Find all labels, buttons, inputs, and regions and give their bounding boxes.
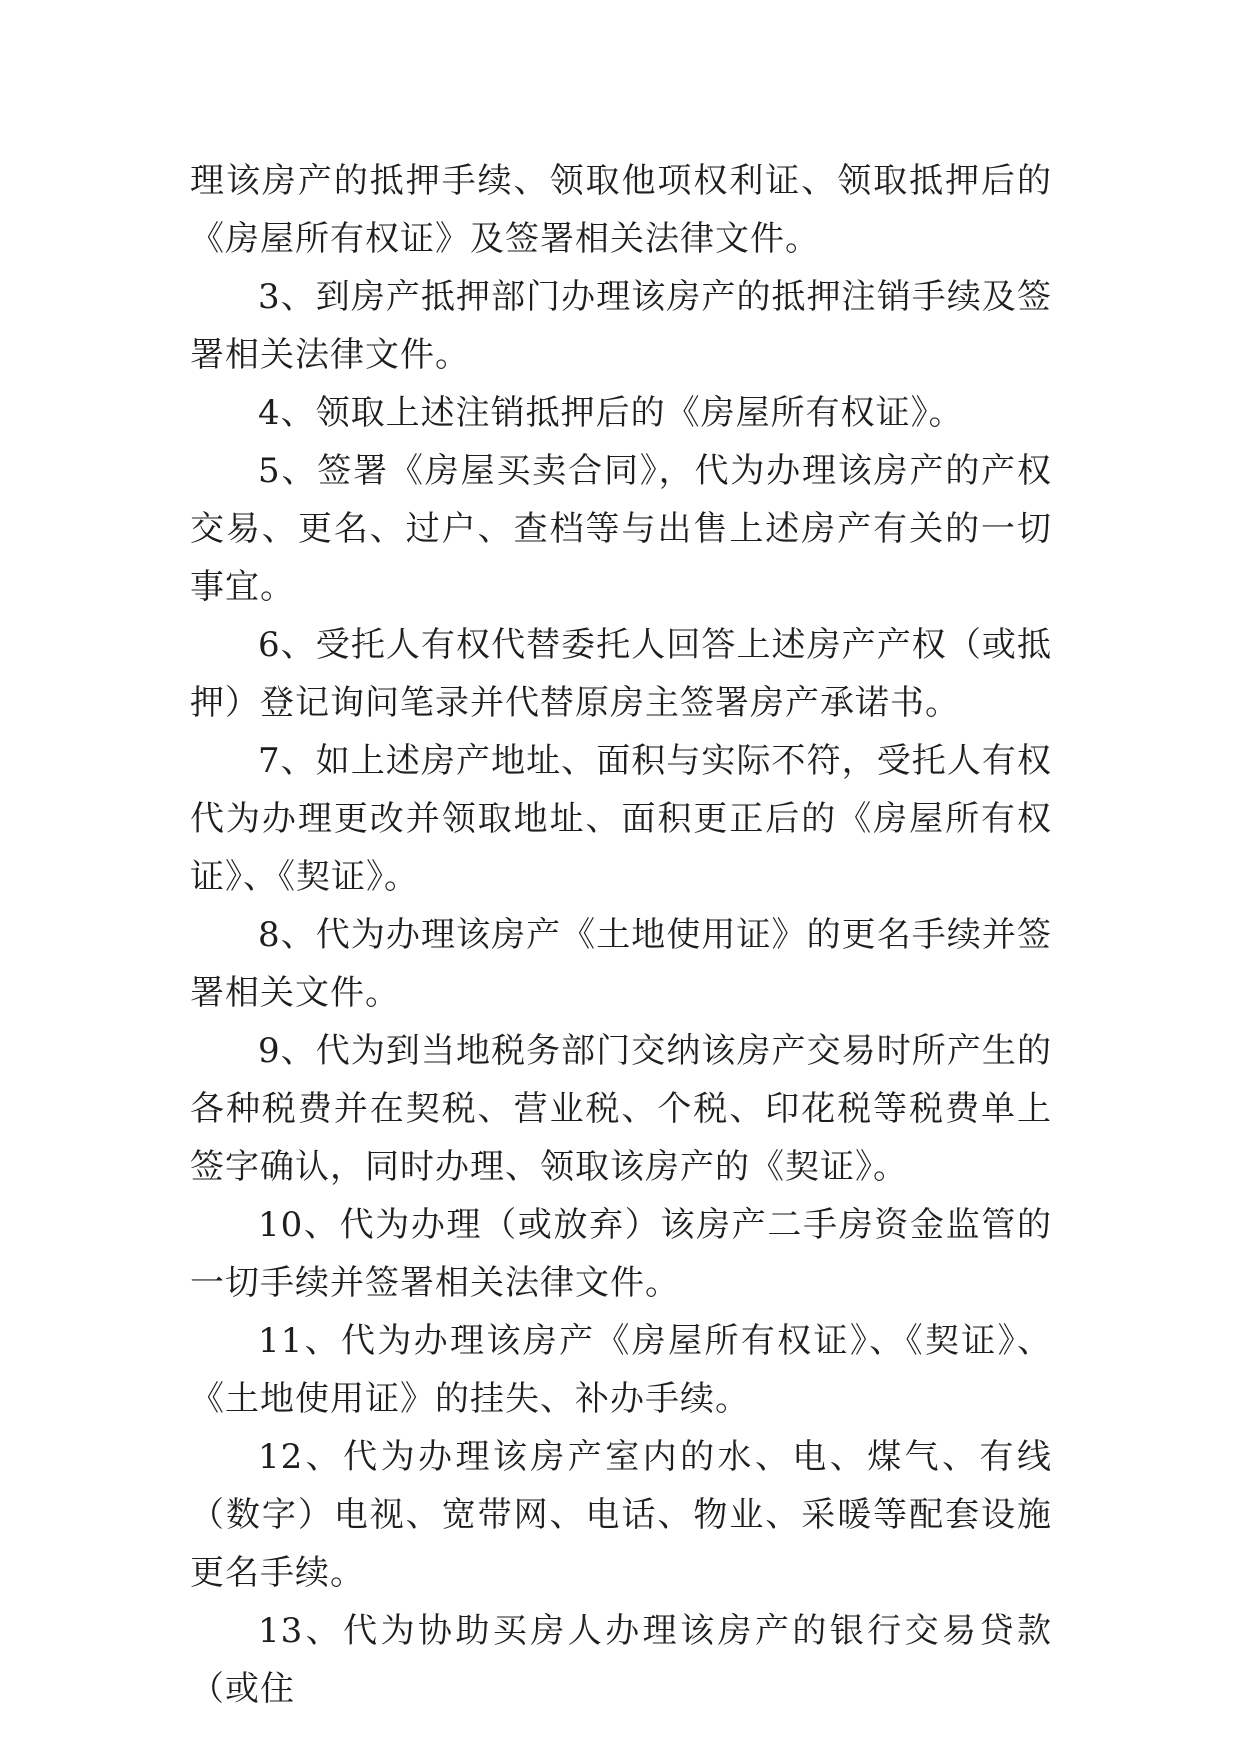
paragraph-item-5: 5、签署《房屋买卖合同》，代为办理该房产的产权交易、更名、过户、查档等与出售上述房产有关的一切事宜。 [190, 451, 1052, 607]
document-body [190, 152, 1052, 1718]
paragraph-continuation: 理该房产的抵押手续、领取他项权利证、领取抵押后的《房屋所有权证》及签署相关法律文件。 [190, 161, 1052, 259]
paragraph-item-6: 6、受托人有权代替委托人回答上述房产产权（或抵押）登记询问笔录并代替原房主签署房产承诺书。 [190, 625, 1052, 723]
paragraph-item-4: 4、领取上述注销抵押后的《房屋所有权证》。 [258, 393, 964, 433]
paragraph-item-8: 8、代为办理该房产《土地使用证》的更名手续并签署相关文件。 [190, 915, 1052, 1013]
paragraph-item-13: 13、代为协助买房人办理该房产的银行交易贷款（或住 [190, 1611, 1052, 1709]
paragraph-item-11: 11、代为办理该房产《房屋所有权证》、《契证》、《土地使用证》的挂失、补办手续。 [190, 1321, 1052, 1419]
paragraph-item-12: 12、代为办理该房产室内的水、电、煤气、有线（数字）电视、宽带网、电话、物业、采暖等配套设施更名手续。 [190, 1437, 1052, 1593]
paragraph-item-7: 7、如上述房产地址、面积与实际不符，受托人有权代为办理更改并领取地址、面积更正后的《房屋所有权证》、《契证》。 [190, 741, 1052, 897]
paragraph-item-9: 9、代为到当地税务部门交纳该房产交易时所产生的各种税费并在契税、营业税、个税、印花税等税费单上签字确认，同时办理、领取该房产的《契证》。 [190, 1031, 1052, 1187]
paragraph-item-10: 10、代为办理（或放弃）该房产二手房资金监管的一切手续并签署相关法律文件。 [190, 1205, 1052, 1303]
paragraph-item-3: 3、到房产抵押部门办理该房产的抵押注销手续及签署相关法律文件。 [190, 277, 1052, 375]
